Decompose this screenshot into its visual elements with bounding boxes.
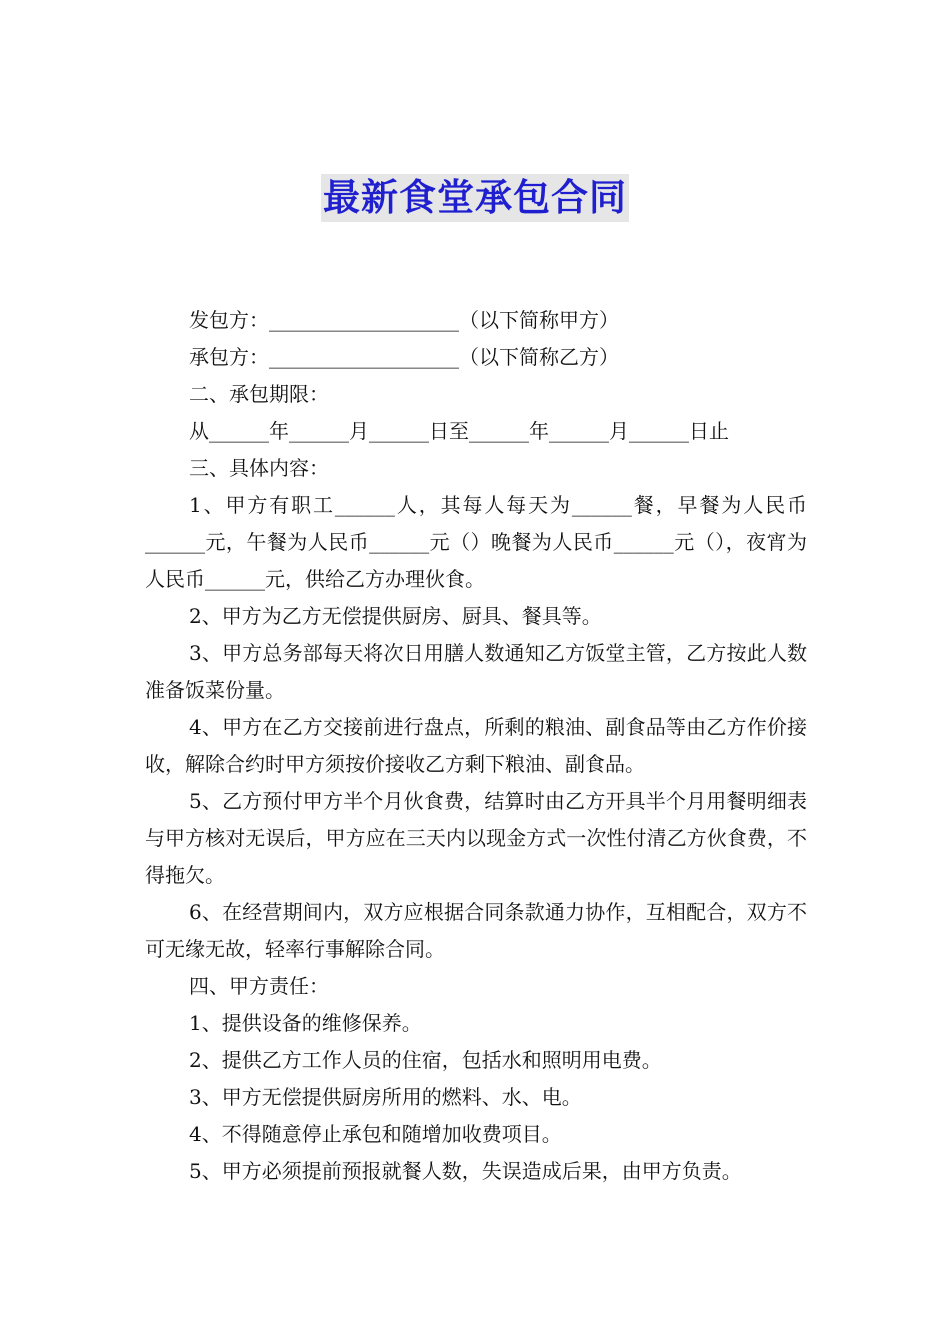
section-3-item-2: 2、甲方为乙方无偿提供厨房、厨具、餐具等。 [189,604,602,628]
party-a-line: 发包方：___________________（以下简称甲方） [189,308,619,332]
section-3-item-1: 1、甲方有职工______人，其每人每天为______餐，早餐为人民币______元，午餐为人民币______元（）晚餐为人民币______元（），夜宵为人民币______元，供给乙方办理伙食。 [145,493,807,591]
section-4-item-5: 5、甲方必须提前预报就餐人数，失误造成后果，由甲方负责。 [189,1159,742,1183]
party-b-line: 承包方：___________________（以下简称乙方） [189,345,619,369]
section-4-heading: 四、甲方责任： [189,974,329,998]
section-4-item-3: 3、甲方无偿提供厨房所用的燃料、水、电。 [189,1085,582,1109]
document-body [145,302,807,1190]
section-2-heading: 二、承包期限： [189,382,329,406]
section-3-item-6: 6、在经营期间内，双方应根据合同条款通力协作，互相配合，双方不可无缘无故，轻率行事解除合同。 [145,900,807,961]
section-4-item-2: 2、提供乙方工作人员的住宿，包括水和照明用电费。 [189,1048,662,1072]
section-3-item-3: 3、甲方总务部每天将次日用膳人数通知乙方饭堂主管，乙方按此人数准备饭菜份量。 [145,641,807,702]
title-container [0,174,950,222]
contract-period-line: 从______年______月______日至______年______月______日止 [189,419,729,443]
section-4-item-1: 1、提供设备的维修保养。 [189,1011,422,1035]
section-4-item-4: 4、不得随意停止承包和随增加收费项目。 [189,1122,562,1146]
section-3-heading: 三、具体内容： [189,456,329,480]
document-title: 最新食堂承包合同 [321,174,629,222]
section-3-item-5: 5、乙方预付甲方半个月伙食费，结算时由乙方开具半个月用餐明细表与甲方核对无误后，甲方应在三天内以现金方式一次性付清乙方伙食费，不得拖欠。 [145,789,807,887]
section-3-item-4: 4、甲方在乙方交接前进行盘点，所剩的粮油、副食品等由乙方作价接收，解除合约时甲方须按价接收乙方剩下粮油、副食品。 [145,715,807,776]
